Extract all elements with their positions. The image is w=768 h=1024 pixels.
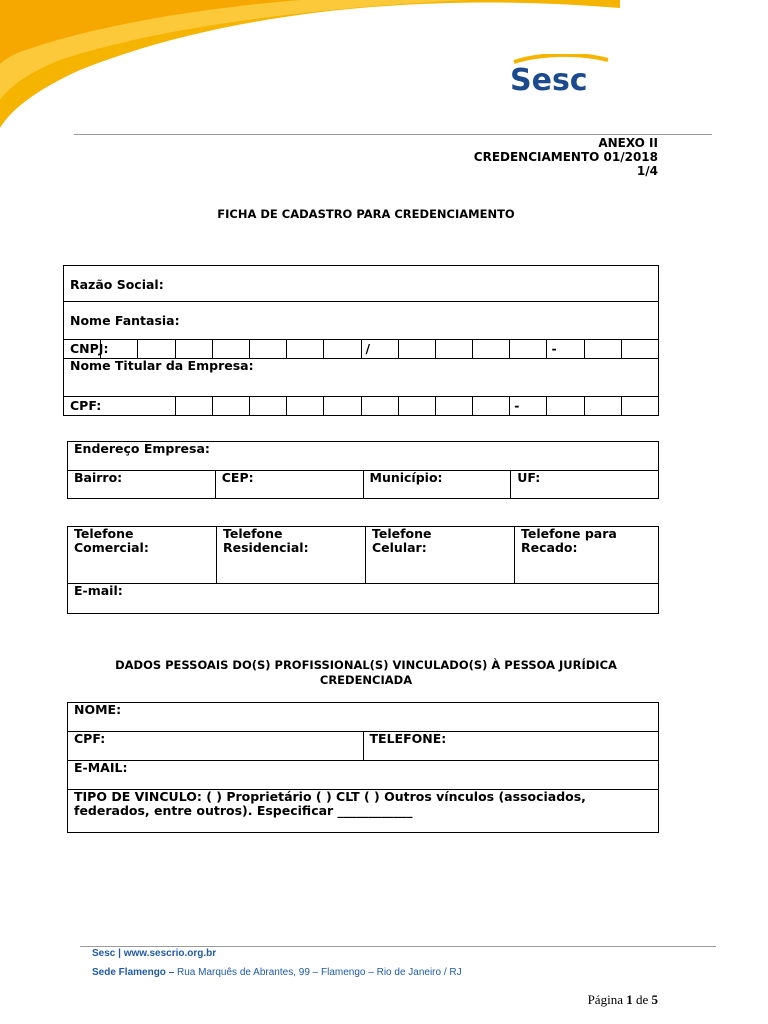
sesc-logo xyxy=(508,54,613,96)
cnpj-digit-cell[interactable] xyxy=(175,340,212,359)
personal-title-line2: CREDENCIADA xyxy=(319,672,413,687)
sesc-logo-text: Sesc xyxy=(510,63,588,96)
form-title: FICHA DE CADASTRO PARA CREDENCIAMENTO xyxy=(217,207,515,221)
cpf-digit-cell[interactable] xyxy=(473,397,510,416)
footer-sede-label: Sede Flamengo – xyxy=(92,967,175,978)
tel-celular-field[interactable] xyxy=(366,527,515,584)
email-label: E-mail: xyxy=(74,583,123,598)
footer-sede-address: Rua Marquês de Abrantes, 99 – Flamengo – Rio de Janeiro / RJ xyxy=(174,967,462,978)
tipo-vinculo-field[interactable] xyxy=(68,790,659,833)
cpf-digit-cell[interactable] xyxy=(249,397,286,416)
header-rule xyxy=(74,134,712,135)
footer-address xyxy=(92,967,462,978)
cpf-digit-cell[interactable] xyxy=(212,397,249,416)
footer-rule xyxy=(80,946,716,947)
uf-label: UF: xyxy=(517,470,541,485)
page-current: 1 xyxy=(626,992,633,1007)
personal-title xyxy=(0,658,732,687)
bairro-label: Bairro: xyxy=(74,470,123,485)
cnpj-digit-cell[interactable] xyxy=(287,340,324,359)
page-prefix: Página xyxy=(587,992,627,1007)
personal-title-line1: DADOS PESSOAIS DO(S) PROFISSIONAL(S) VINCULADO(S) À PESSOA JURÍDICA xyxy=(115,658,617,672)
contact-table xyxy=(67,526,659,614)
cnpj-digit-cell[interactable] xyxy=(249,340,286,359)
cep-field[interactable] xyxy=(215,471,363,499)
nome-fantasia-field[interactable] xyxy=(64,302,659,340)
cnpj-digit-cell[interactable] xyxy=(324,340,361,359)
cnpj-digit-cell[interactable] xyxy=(212,340,249,359)
tel-residencial-label-1: Telefone xyxy=(223,526,283,541)
address-table xyxy=(67,441,659,499)
tel-residencial-field[interactable] xyxy=(217,527,366,584)
tel-comercial-label-2: Comercial: xyxy=(74,540,149,555)
tel-recado-label-2: Recado: xyxy=(521,540,578,555)
nome-titular-label: Nome Titular da Empresa: xyxy=(70,358,254,373)
endereco-label: Endereço Empresa: xyxy=(74,441,210,456)
cpf-digit-cell[interactable] xyxy=(621,397,658,416)
cnpj-digit-cell[interactable] xyxy=(621,340,658,359)
cpf-label: CPF: xyxy=(64,397,176,416)
page-number xyxy=(588,992,658,1008)
personal-email-label: E-MAIL: xyxy=(74,760,128,775)
cpf-digit-cell[interactable] xyxy=(398,397,435,416)
tel-celular-label-2: Celular: xyxy=(372,540,427,555)
cnpj-digit-cell[interactable] xyxy=(138,340,175,359)
cpf-digit-cell[interactable] xyxy=(584,397,621,416)
bairro-field[interactable] xyxy=(68,471,216,499)
cnpj-digit-cell[interactable] xyxy=(473,340,510,359)
annex-credenciamento: CREDENCIAMENTO 01/2018 xyxy=(473,150,658,164)
footer-site: Sesc | www.sescrio.org.br xyxy=(92,948,217,959)
cpf-dash-cell[interactable] xyxy=(510,397,547,416)
tel-recado-field[interactable] xyxy=(515,527,659,584)
cnpj-digit-cell[interactable] xyxy=(584,340,621,359)
nome-field[interactable] xyxy=(68,703,659,732)
endereco-field[interactable] xyxy=(68,442,659,471)
cnpj-digit-cell[interactable] xyxy=(435,340,472,359)
municipio-label: Município: xyxy=(369,470,443,485)
cnpj-dash-cell[interactable] xyxy=(547,340,584,359)
personal-email-field[interactable] xyxy=(68,761,659,790)
cnpj-dash: - xyxy=(551,341,557,356)
annex-page: 1/4 xyxy=(636,164,658,178)
cpf-digit-cell[interactable] xyxy=(324,397,361,416)
uf-field[interactable] xyxy=(511,471,659,499)
page-total: 5 xyxy=(651,992,658,1007)
tel-recado-label-1: Telefone para xyxy=(521,526,617,541)
personal-table xyxy=(67,702,659,833)
telefone-label: TELEFONE: xyxy=(369,731,447,746)
cnpj-label: CNPJ: xyxy=(64,340,101,359)
nome-fantasia-label: Nome Fantasia: xyxy=(70,312,180,328)
cpf-digit-cell[interactable] xyxy=(547,397,584,416)
tel-comercial-label-1: Telefone xyxy=(74,526,134,541)
tipo-vinculo-line2: federados, entre outros). Especificar ____________ xyxy=(74,803,413,818)
cep-label: CEP: xyxy=(221,470,254,485)
cnpj-slash-cell[interactable] xyxy=(361,340,398,359)
cpf-digit-cell[interactable] xyxy=(175,397,212,416)
cnpj-digit-cell[interactable] xyxy=(510,340,547,359)
annex-title: ANEXO II xyxy=(598,136,658,150)
personal-cpf-field[interactable] xyxy=(68,732,364,761)
nome-label: NOME: xyxy=(74,702,122,717)
municipio-field[interactable] xyxy=(363,471,511,499)
company-table xyxy=(63,265,659,416)
personal-cpf-label: CPF: xyxy=(74,731,106,746)
cnpj-digit-cell[interactable] xyxy=(398,340,435,359)
cpf-digit-cell[interactable] xyxy=(287,397,324,416)
razao-social-label: Razão Social: xyxy=(70,277,164,292)
tel-comercial-field[interactable] xyxy=(68,527,217,584)
tel-residencial-label-2: Residencial: xyxy=(223,540,309,555)
cpf-dash: - xyxy=(514,398,520,413)
page-mid: de xyxy=(632,992,652,1007)
cnpj-slash: / xyxy=(365,341,371,356)
tel-celular-label-1: Telefone xyxy=(372,526,432,541)
telefone-field[interactable] xyxy=(363,732,659,761)
nome-titular-field[interactable] xyxy=(64,359,659,397)
tipo-vinculo-line1: TIPO DE VINCULO: ( ) Proprietário ( ) CLT ( ) Outros vínculos (associados, xyxy=(74,789,586,804)
annex-block xyxy=(474,136,658,178)
razao-social-field[interactable] xyxy=(64,266,659,302)
email-field[interactable] xyxy=(68,584,659,614)
cpf-digit-cell[interactable] xyxy=(361,397,398,416)
cpf-digit-cell[interactable] xyxy=(435,397,472,416)
